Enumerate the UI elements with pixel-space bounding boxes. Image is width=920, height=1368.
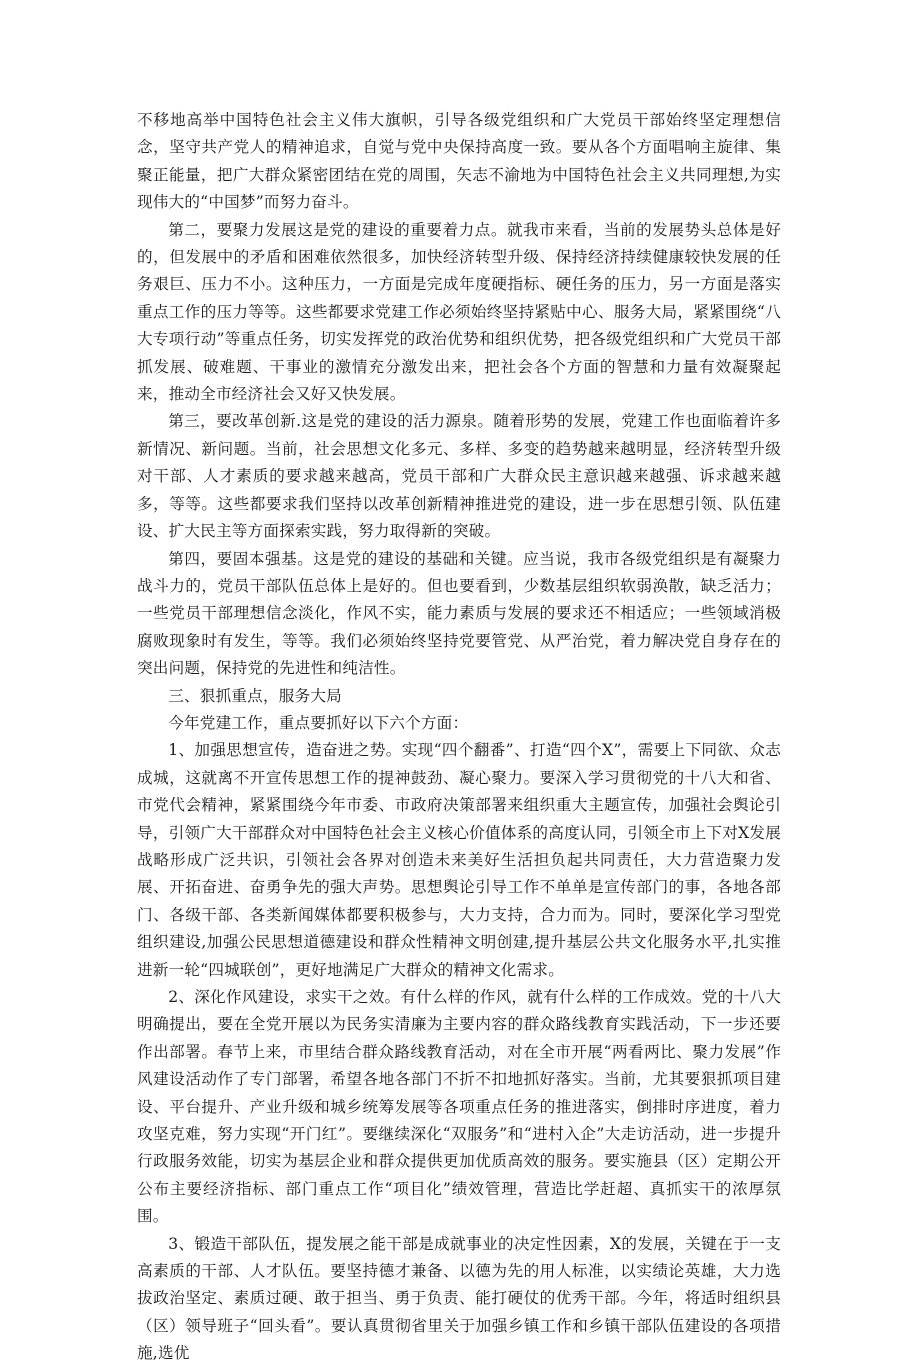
paragraph-1: 不移地高举中国特色社会主义伟大旗帜，引导各级党组织和广大党员干部始终坚定理想信念，坚守共产党人的精神追求，自觉与党中央保持高度一致。要从各个方面唱响主旋律、集聚正能量，把广大群众紧密团结在党的周围，矢志不渝地为中国特色社会主义共同理想,为实现伟大的“中国梦”而努力奋斗。 bbox=[137, 111, 781, 212]
paragraph-item-3: 3、锻造干部队伍，提发展之能干部是成就事业的决定性因素，X的发展，关键在于一支高素质的干部、人才队伍。要坚持德才兼备、以德为先的用人标准，以实绩论英雄，大力选拔政治坚定、素质过硬、敢于担当、勇于负责、能打硬仗的优秀干部。今年，将适时组织县（区）领导班子“回头看”。要认真贯彻省里关于加强乡镇工作和乡镇干部队伍建设的各项措施,选优 bbox=[137, 1234, 781, 1363]
paragraph-3: 第三，要改革创新.这是党的建设的活力源泉。随着形势的发展，党建工作也面临着许多新情况、新问题。当前，社会思想文化多元、多样、多变的趋势越来越明显，经济转型升级对干部、人才素质的要求越来越高，党员干部和广大群众民主意识越来越强、诉求越来越多，等等。这些都要求我们坚持以改革创新精神推进党的建设，进一步在思想引领、队伍建设、扩大民主等方面探索实践，努力取得新的突破。 bbox=[137, 412, 781, 541]
paragraph-item-2: 2、深化作风建设，求实干之效。有什么样的作风，就有什么样的工作成效。党的十八大明确提出，要在全党开展以为民务实清廉为主要内容的群众路线教育实践活动，下一步还要作出部署。春节上来，市里结合群众路线教育活动，对在全市开展“两看两比、聚力发展”作风建设活动作了专门部署，希望各地各部门不折不扣地抓好落实。当前，尤其要狠抓项目建设、平台提升、产业升级和城乡统筹发展等各项重点任务的推进落实，倒排时序进度，着力攻坚克难，努力实现“开门红”。要继续深化“双服务”和“进村入企”大走访活动，进一步提升行政服务效能，切实为基层企业和群众提供更加优质高效的服务。要实施县（区）定期公开公布主要经济指标、部门重点工作“项目化”绩效管理，营造比学赶超、真抓实干的浓厚氛围。 bbox=[137, 988, 781, 1226]
paragraph-intro: 今年党建工作，重点要抓好以下六个方面： bbox=[168, 713, 469, 732]
paragraph-4: 第四，要固本强基。这是党的建设的基础和关键。应当说，我市各级党组织是有凝聚力战斗力的，党员干部队伍总体上是好的。但也要看到，少数基层组织软弱涣散，缺乏活力；一些党员干部理想信念淡化，作风不实，能力素质与发展的要求还不相适应；一些领域消极腐败现象时有发生，等等。我们必须始终坚持党要管党、从严治党，着力解决党自身存在的突出问题，保持党的先进性和纯洁性。 bbox=[137, 549, 781, 678]
paragraph-2: 第二，要聚力发展这是党的建设的重要着力点。就我市来看，当前的发展势头总体是好的，但发展中的矛盾和困难依然很多，加快经济转型升级、保持经济持续健康较快发展的任务艰巨、压力不小。这种压力，一方面是完成年度硬指标、硬任务的压力，另一方面是落实重点工作的压力等等。这些都要求党建工作必须始终坚持紧贴中心、服务大局，紧紧围绕“八大专项行动”等重点任务，切实发挥党的政治优势和组织优势，把各级党组织和广大党员干部抓发展、破难题、干事业的激情充分激发出来，把社会各个方面的智慧和力量有效凝聚起来，推动全市经济社会又好又快发展。 bbox=[137, 220, 781, 404]
document-body bbox=[137, 107, 781, 1368]
paragraph-item-1: 1、加强思想宣传，造奋进之势。实现“四个翻番”、打造“四个X”，需要上下同欲、众志成城，这就离不开宣传思想工作的提神鼓劲、凝心聚力。要深入学习贯彻党的十八大和省、市党代会精神，紧紧围绕今年市委、市政府决策部署来组织重大主题宣传，加强社会舆论引导，引领广大干部群众对中国特色社会主义核心价值体系的高度认同，引领全市上下对X发展战略形成广泛共识，引领社会各界对创造未来美好生活担负起共同责任，大力营造聚力发展、开拓奋进、奋勇争先的强大声势。思想舆论引导工作不单单是宣传部门的事，各地各部门、各级干部、各类新闻媒体都要积极参与，大力支持，合力而为。同时，要深化学习型党组织建设,加强公民思想道德建设和群众性精神文明创建,提升基层公共文化服务水平,扎实推进新一轮“四城联创”，更好地满足广大群众的精神文化需求。 bbox=[137, 741, 781, 979]
section-heading: 三、狠抓重点，服务大局 bbox=[168, 686, 342, 705]
